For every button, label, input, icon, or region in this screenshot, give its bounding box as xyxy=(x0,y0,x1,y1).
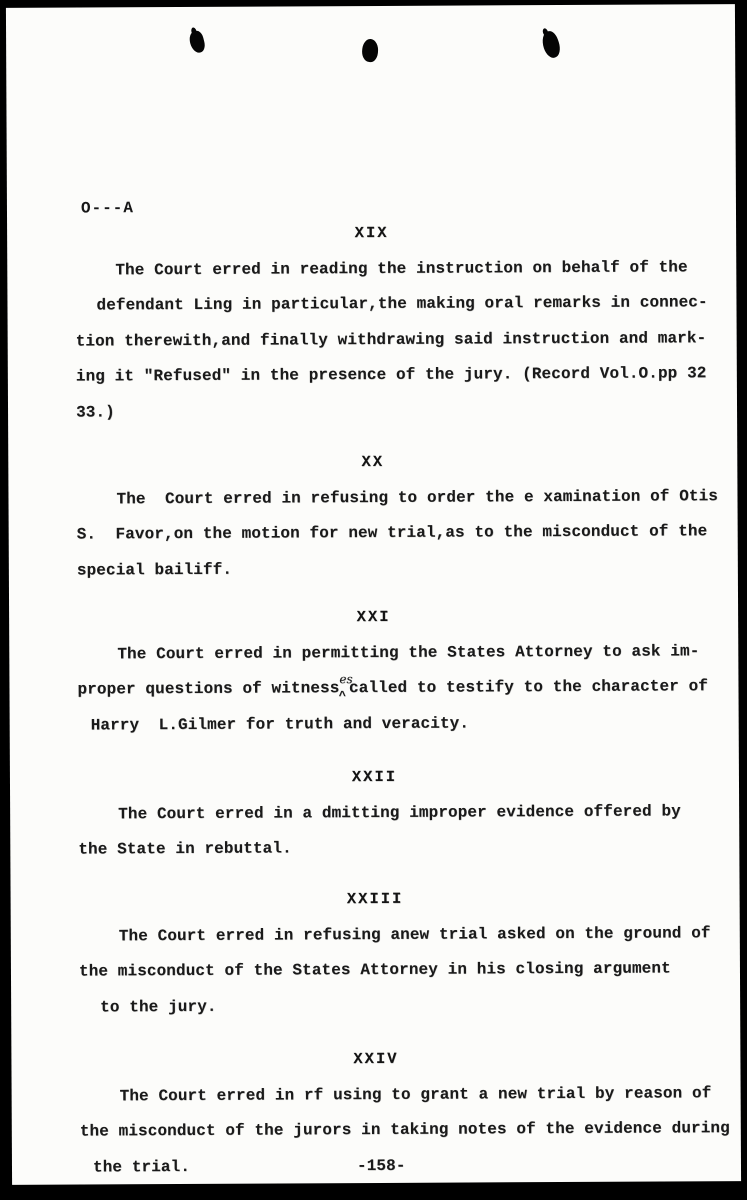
text-line: The Court erred in reading the instruction on behalf of the xyxy=(115,257,688,279)
text-line xyxy=(9,669,738,708)
document-section xyxy=(10,758,740,868)
document-section xyxy=(11,1040,741,1185)
section-heading: XXI xyxy=(356,607,391,627)
text-line: the State in rebuttal. xyxy=(78,839,292,859)
inserted-correction: ^ xyxy=(338,689,347,704)
document-section xyxy=(8,443,738,589)
text-run: called to testify to the character of xyxy=(348,677,709,698)
text-line: to the jury. xyxy=(100,997,217,1016)
text-line: tion therewith,and finally withdrawing said instruction and mark- xyxy=(75,328,707,351)
text-line: defendant Ling in particular,the making oral remarks in connec- xyxy=(96,293,708,315)
text-line: The Court erred in permitting the States Attorney to ask im- xyxy=(117,641,700,663)
document-marker: O---A xyxy=(80,199,135,218)
section-heading: XXIV xyxy=(353,1049,399,1069)
text-line xyxy=(12,1147,741,1185)
text-run: proper questions of witness xyxy=(77,679,340,699)
text-line: The Court erred in a dmitting improper evidence offered by xyxy=(118,801,681,823)
document-page xyxy=(6,4,741,1185)
document-body xyxy=(6,4,741,1185)
inserted-correction: es xyxy=(339,672,353,687)
document-section xyxy=(11,880,741,1026)
text-line: the misconduct of the States Attorney in his closing argument xyxy=(78,959,671,981)
text-line: ing it "Refused" in the presence of the jury. (Record Vol.O.pp 32 xyxy=(75,364,707,386)
section-heading: XXII xyxy=(351,767,398,787)
text-run: the trial. xyxy=(92,1157,191,1176)
text-line: special bailiff. xyxy=(76,560,233,580)
section-heading: XXIII xyxy=(346,889,404,909)
text-line: The Court erred in refusing anew trial asked on the ground of xyxy=(118,923,711,945)
section-heading: XIX xyxy=(354,223,389,243)
text-line: The Court erred in rf using to grant a new trial by reason of xyxy=(119,1083,712,1105)
text-line: S. Favor,on the motion for new trial,as to the misconduct of the xyxy=(76,522,708,544)
text-line: Harry L.Gilmer for truth and veracity. xyxy=(90,714,470,734)
section-heading: XX xyxy=(361,452,385,472)
document-section xyxy=(9,598,739,744)
text-line: the misconduct of the jurors in taking notes of the evidence during xyxy=(79,1119,730,1141)
document-section xyxy=(7,214,737,431)
text-line: 33.) xyxy=(75,402,115,422)
page-number: -158- xyxy=(356,1156,406,1175)
text-line: The Court erred in refusing to order the e xamination of Otis xyxy=(116,486,719,508)
